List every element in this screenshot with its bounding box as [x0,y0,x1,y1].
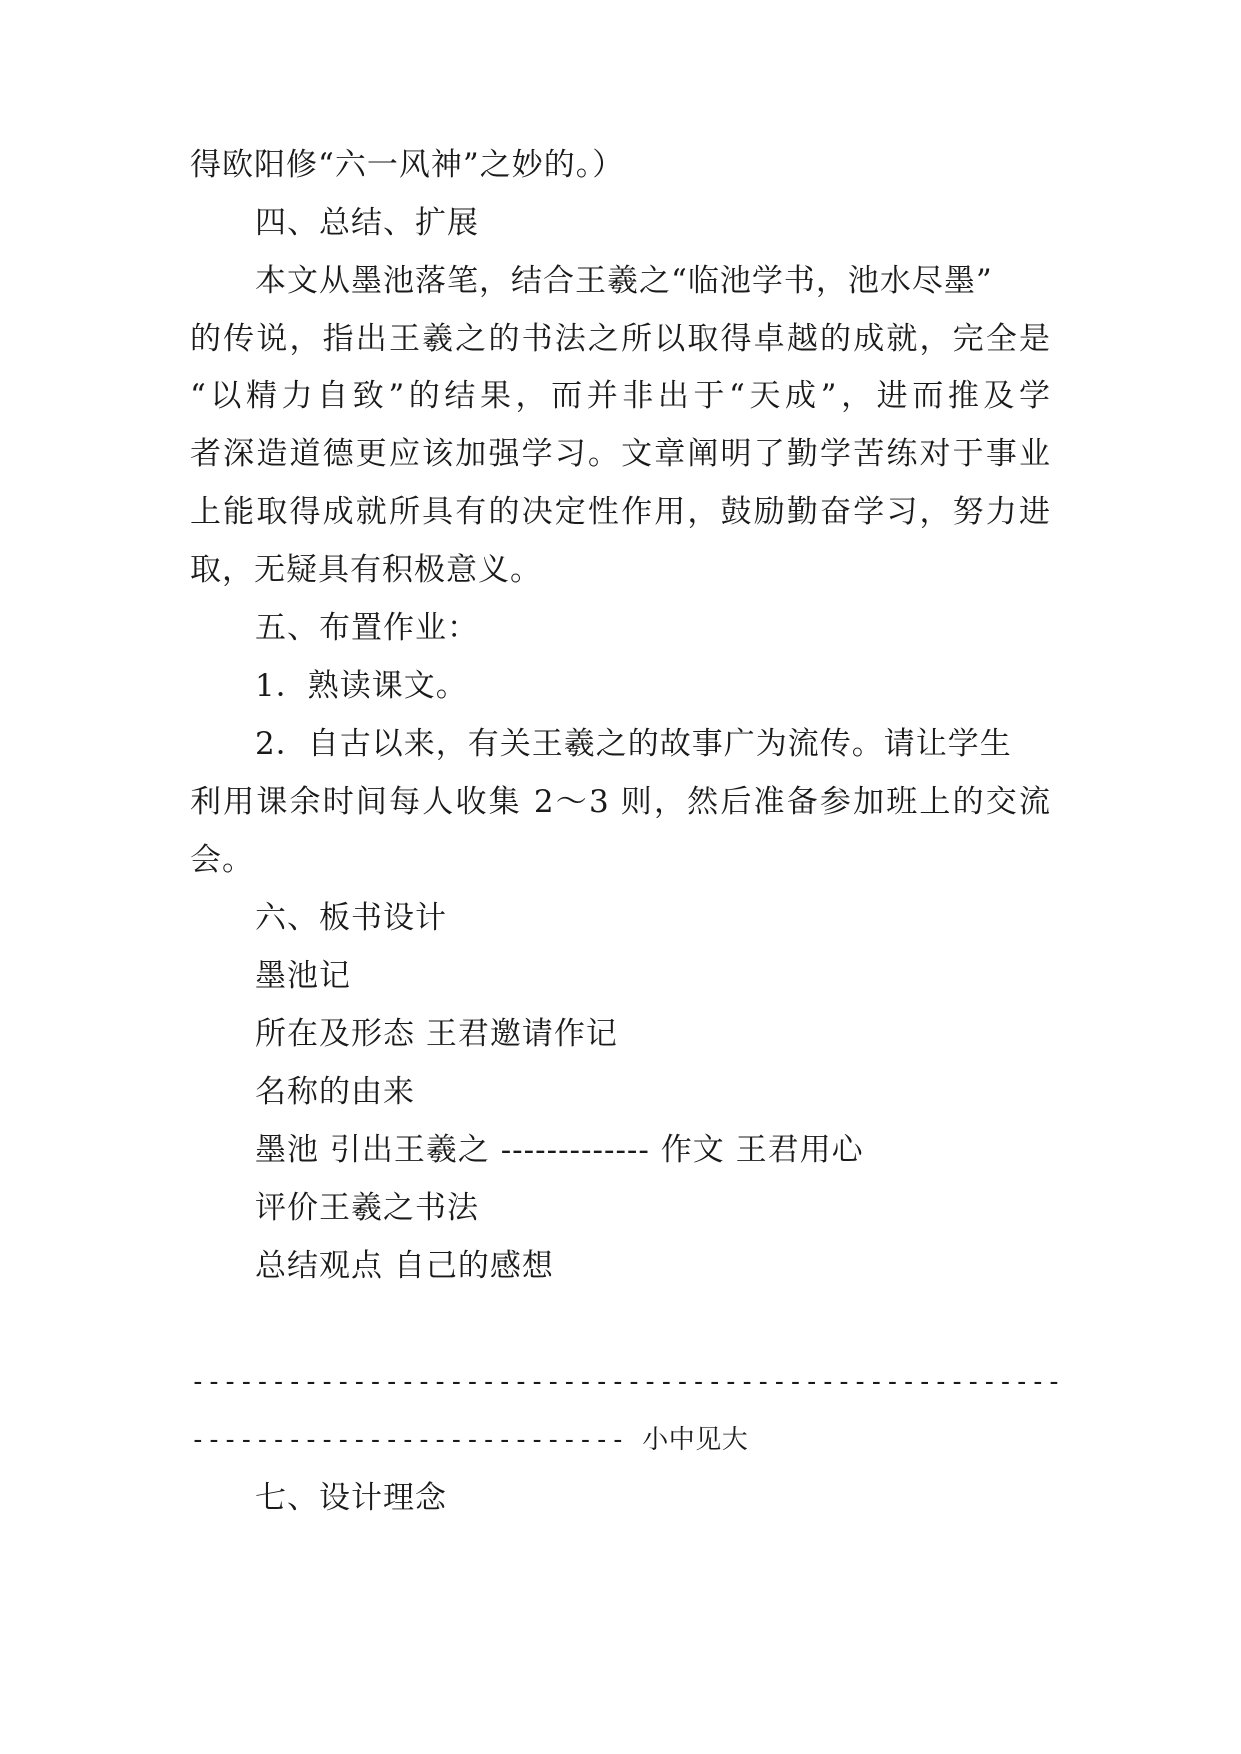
board-design-line: 墨池 引出王羲之 ------------- 作文 王君用心 [255,1132,864,1168]
paragraph-line-continuation: 得欧阳修“六一风神”之妙的。） [190,147,625,183]
dashed-rule-line-with-label: --------------------------- 小中见大 [190,1425,749,1455]
list-item: 1．熟读课文。 [255,668,468,704]
section-heading-summary: 四、总结、扩展 [255,205,479,241]
paragraph-line: 的传说，指出王羲之的书法之所以取得卓越的成就，完全是 [190,321,1050,357]
section-heading-homework: 五、布置作业： [255,610,479,646]
board-design-line: 所在及形态 王君邀请作记 [255,1016,618,1052]
section-heading-design-concept: 七、设计理念 [255,1480,447,1516]
paragraph-line: 上能取得成就所具有的决定性作用，鼓励勤奋学习，努力进 [190,494,1050,530]
list-item-continuation: 利用课余时间每人收集 2～3 则，然后准备参加班上的交流 [190,784,1050,820]
paragraph-line: 本文从墨池落笔，结合王羲之“临池学书，池水尽墨” [255,263,993,299]
list-item-continuation: 会。 [190,842,254,878]
section-heading-board-design: 六、板书设计 [255,900,447,936]
board-design-line: 评价王羲之书法 [255,1190,479,1226]
board-design-line: 名称的由来 [255,1074,415,1110]
paragraph-line: 者深造道德更应该加强学习。文章阐明了勤学苦练对于事业 [190,436,1050,472]
list-item: 2．自古以来，有关王羲之的故事广为流传。请让学生 [255,726,1012,762]
board-design-line: 墨池记 [255,958,351,994]
board-design-line: 总结观点 自己的感想 [255,1248,554,1284]
dashed-rule-line: ------------------------------------------------------ [190,1367,1063,1397]
paragraph-line: 取，无疑具有积极意义。 [190,552,542,588]
paragraph-line: “以精力自致”的结果，而并非出于“天成”，进而推及学 [190,378,1050,414]
